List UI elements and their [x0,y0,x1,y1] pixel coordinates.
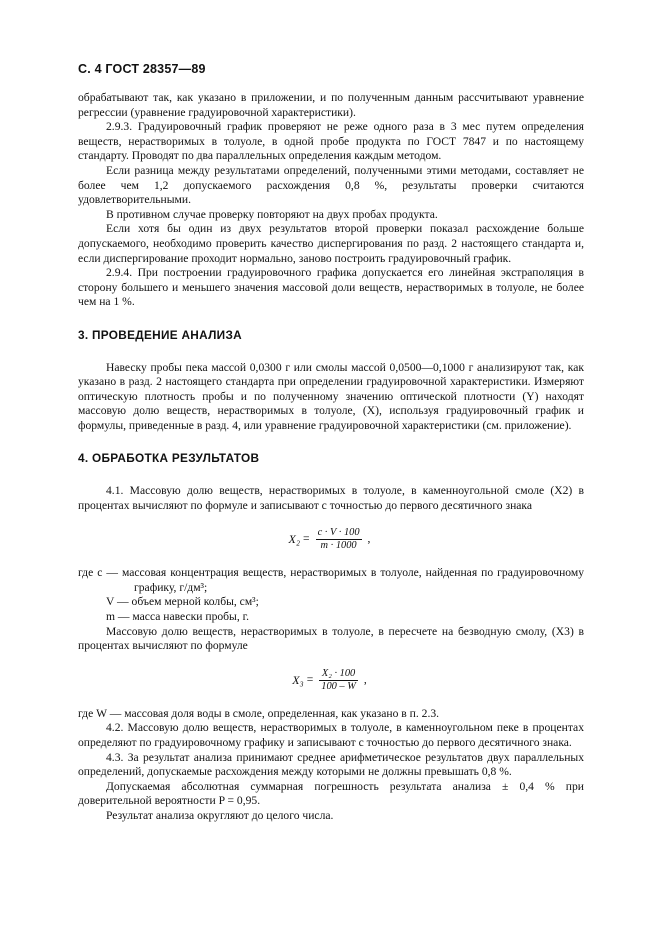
formula-x2-numerator: c · V · 100 [317,527,360,539]
paragraph-2-9-4: 2.9.4. При построении градуировочного графика допускается его линейная экстраполяция в сторону большего и меньшего значения массовой доли веществ, нерастворимых в толуоле, не более чем на 1 %. [78,266,584,309]
formula-x2 [78,527,584,552]
paragraph-difference: Если разница между результатами определений, полученными этими методами, составляет не более чем 1,2 допускаемого расхождения 0,8 %, результаты проверки считаются удовлетворительными. [78,163,584,207]
formula-x3 [78,668,584,693]
formula-x2-denominator: m · 1000 [320,540,357,552]
definition-w: где W — массовая доля воды в смоле, определенная, как указано в п. 2.3. [78,706,440,720]
section-4-heading: 4. ОБРАБОТКА РЕЗУЛЬТАТОВ [78,451,260,466]
formula-x2-equals: = [303,532,310,546]
formula-x3-numerator: X₂ · 100 [321,667,356,679]
formula-x2-fraction [316,527,362,552]
paragraph-2-9-3: 2.9.3. Градуировочный график проверяют не реже одного раза в 3 мес путем определения веществ, нерастворимых в толуоле, в одной пробе продукта по ГОСТ 7847 и по настоящему стандарту. Проводят по два параллельных определения каждым методом. [78,120,584,163]
section-3-heading: 3. ПРОВЕДЕНИЕ АНАЛИЗА [78,327,242,342]
paragraph-repeat: В противном случае проверку повторяют на двух пробах продукта. [106,207,438,221]
paragraph-error: Допускаемая абсолютная суммарная погрешность результата анализа ± 0,4 % при доверительной вероятности P = 0,95. [78,779,584,808]
definition-v: V — объем мерной колбы, см³; [106,595,259,609]
paragraph-intro: обрабатывают так, как указано в приложении, и по полученным данным рассчитывают уравнение регрессии (уравнение градуировочной характеристики). [78,91,584,119]
formula-x3-fraction [319,668,358,693]
formula-x3-denominator: 100 – W [321,680,356,692]
formula-x2-tail: , [367,532,371,546]
paragraph-section-3: Навеску пробы пека массой 0,0300 г или смолы массой 0,0500—0,1000 г анализируют так, как указано в разд. 2 настоящего стандарта при определении градуировочной характеристики. Измеряют оптическую плотность пробы и по полученному значению оптической плотности (Y) находят массовую долю веществ, нерастворимых в толуоле, (X), используя градуировочный график и формулы, приведенные в разд. 4, или уравнение градуировочной характеристики (см. приложение). [78,360,584,432]
formula-x3-lhs: X₃ [292,673,304,688]
formula-x3-equals: = [306,673,314,687]
document-body [78,91,584,824]
paragraph-4-2: 4.2. Массовую долю веществ, нерастворимых в толуоле, в каменноугольном пеке в процентах определяют по градуировочному графику и записывают с точностью до первого десятичного знака. [78,721,584,749]
formula-x3-tail: , [363,673,367,687]
paragraph-anhydrous: Массовую долю веществ, нерастворимых в толуоле, в пересчете на безводную смолу, (X3) в процентах вычисляют по формуле [78,624,584,653]
formula-x2-lhs: X₂ [288,532,301,547]
paragraph-4-3: 4.3. За результат анализа принимают среднее арифметическое результатов двух параллельных определений, допускаемые расхождения между которыми не должны превышать 0,8 %. [78,750,584,779]
paragraph-4-1: 4.1. Массовую долю веществ, нерастворимых в толуоле, в каменноугольной смоле (X2) в процентах вычисляют по формуле и записывают с точностью до первого десятичного знака [78,484,584,512]
definition-m: m — масса навески пробы, г. [106,610,249,624]
definition-c: где c — массовая концентрация веществ, нерастворимых в толуоле, найденная по градуировочному графику, г/дм³; [78,566,584,594]
paragraph-second-check: Если хотя бы один из двух результатов второй проверки показал расхождение больше допускаемого, необходимо проверить качество диспергирования по разд. 2 настоящего стандарта и, если диспергирование проходит нормально, заново построить градуировочный график. [78,222,584,265]
page-header: С. 4 ГОСТ 28357—89 [78,62,206,76]
paragraph-rounding: Результат анализа округляют до целого числа. [106,808,334,822]
